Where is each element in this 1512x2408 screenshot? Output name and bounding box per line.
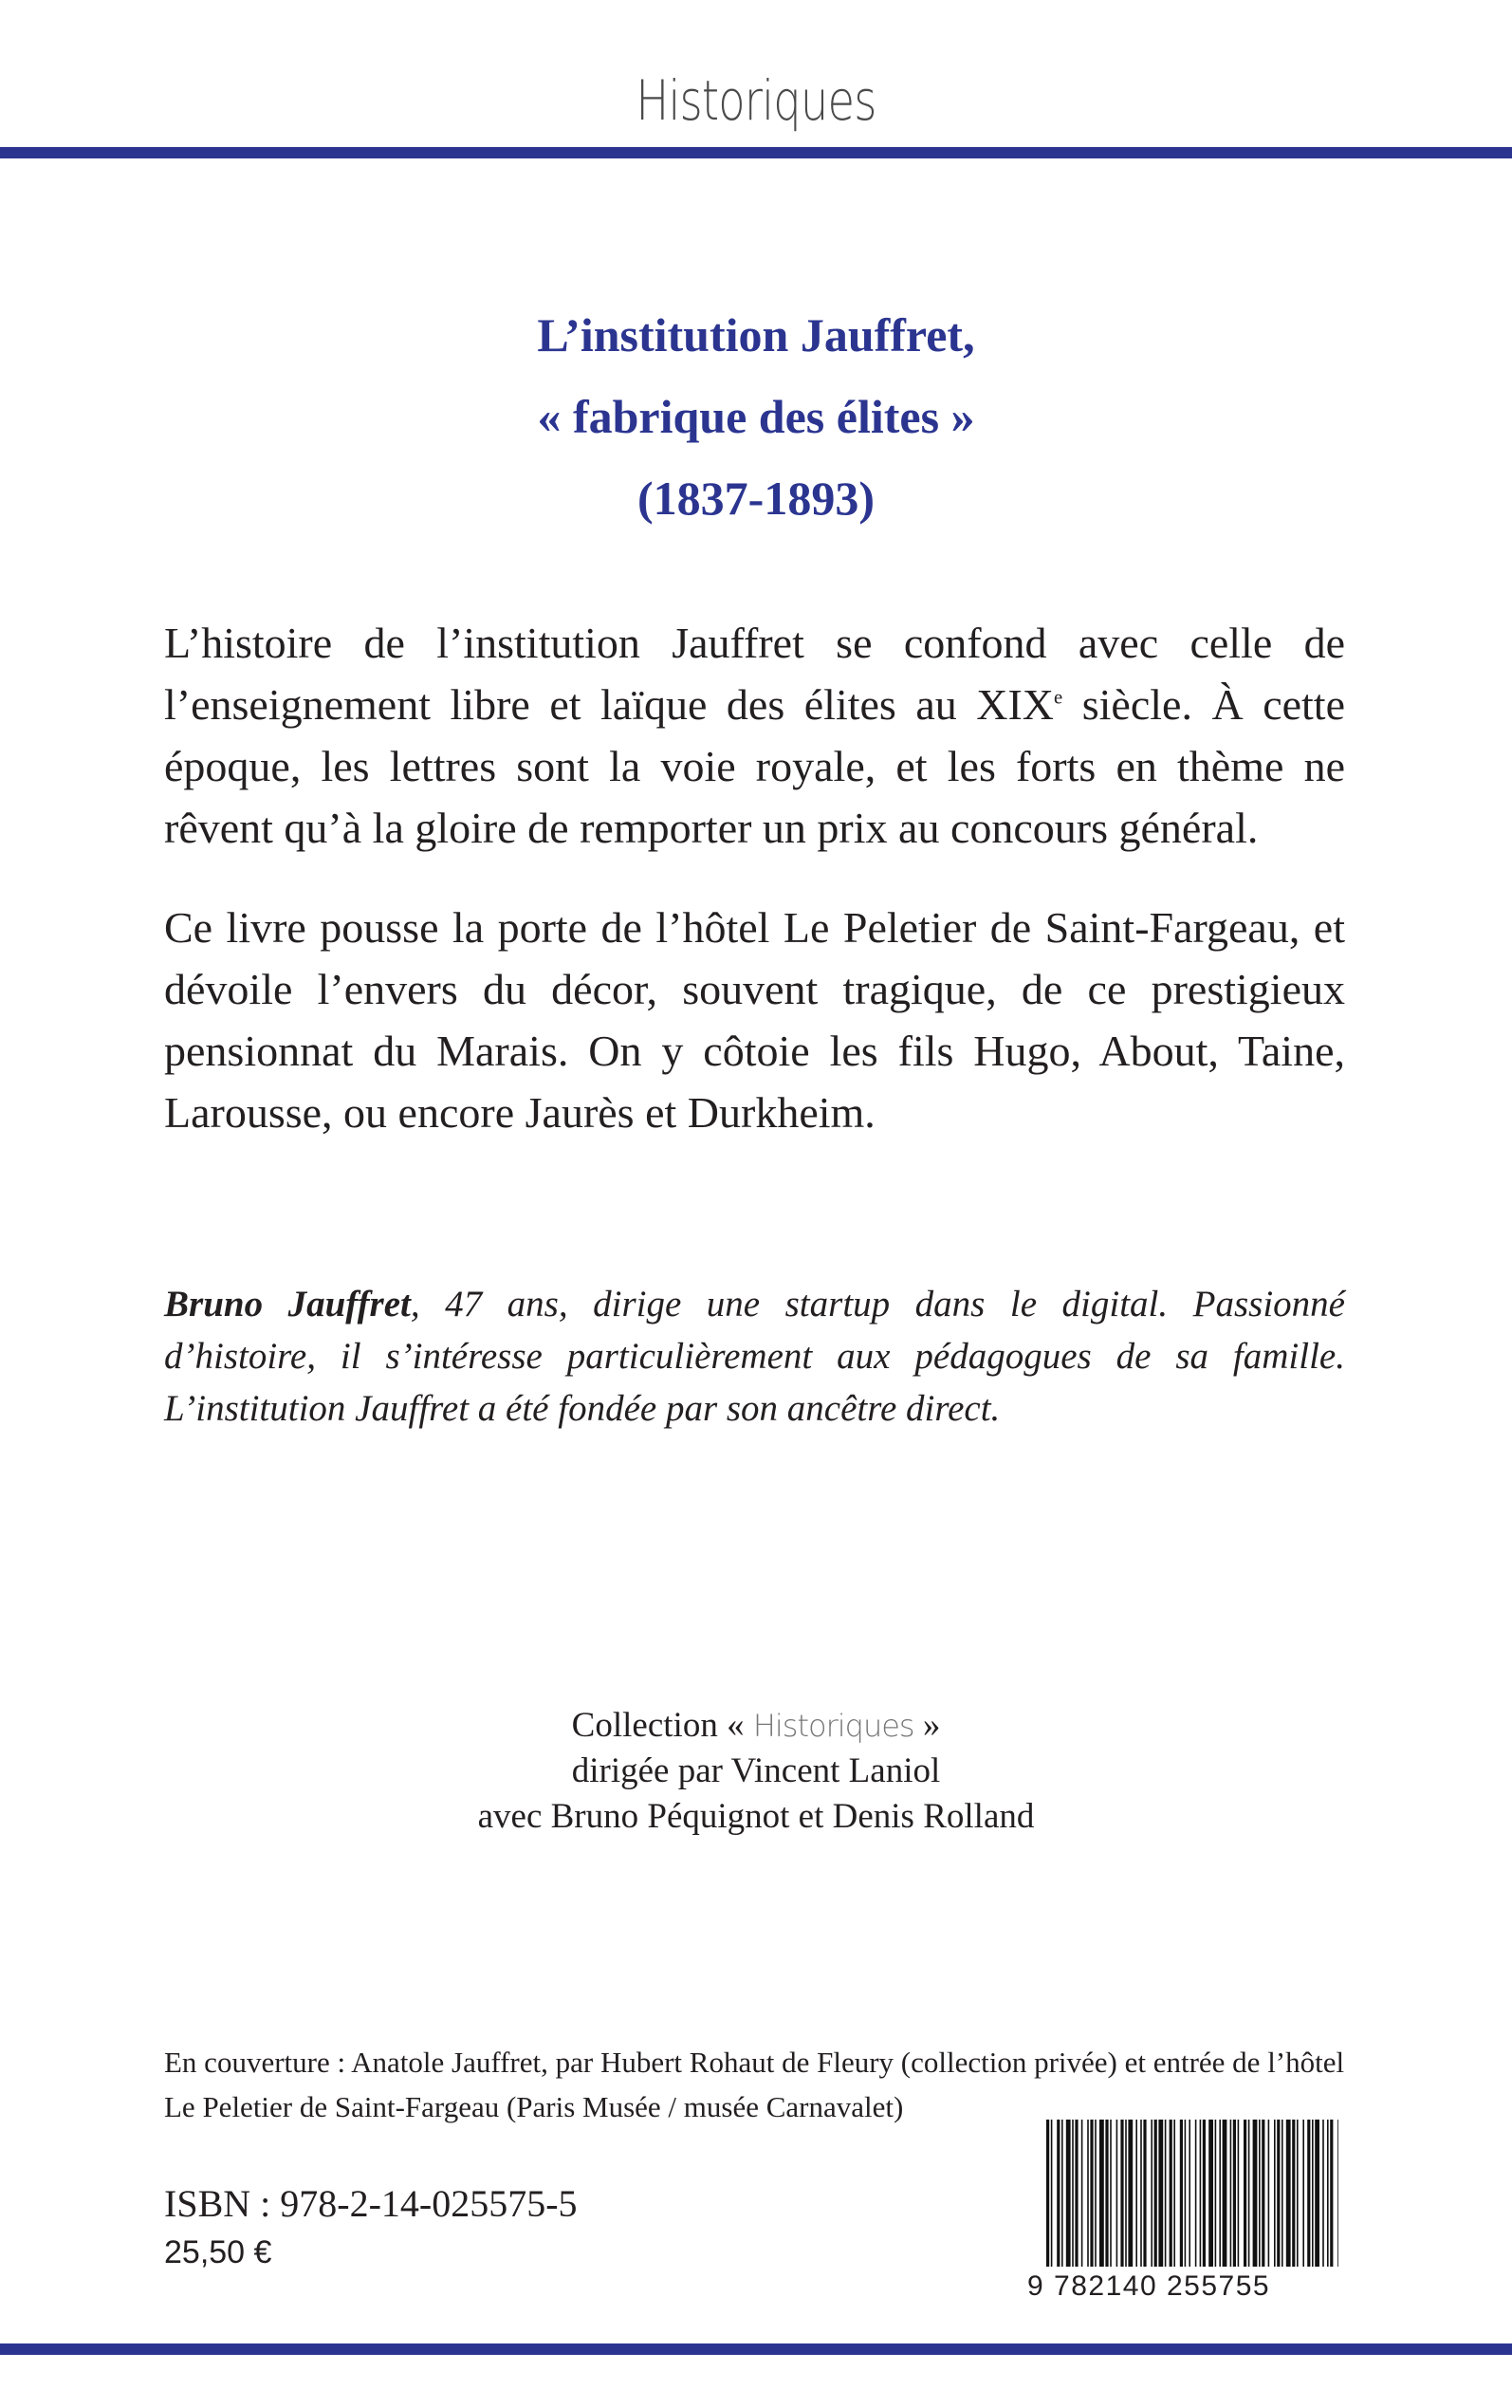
- barcode-bar: [1128, 2120, 1133, 2267]
- century-superscript: e: [1054, 687, 1063, 709]
- barcode-bar: [1061, 2120, 1063, 2267]
- title-line-2: « fabrique des élites »: [537, 390, 975, 443]
- barcode-bar: [1253, 2120, 1258, 2267]
- barcode-bar: [1105, 2120, 1108, 2267]
- cover-credits: En couverture : Anatole Jauffret, par Hubert Rohaut de Fleury (collection privée) et entrée de l’hôtel Le Peletier de Saint-Fargeau (Paris Musée / musée Carnavalet): [164, 2046, 1345, 2123]
- barcode-bar: [1057, 2120, 1060, 2267]
- barcode-bar: [1087, 2120, 1089, 2267]
- barcode-bar: [1230, 2120, 1232, 2267]
- barcode-bar: [1268, 2120, 1270, 2267]
- collection-suffix: »: [913, 1706, 941, 1745]
- barcode-bar: [1090, 2120, 1093, 2267]
- bottom-rule: [0, 2343, 1512, 2355]
- barcode-bar: [1208, 2120, 1213, 2267]
- barcode-bar: [1307, 2120, 1310, 2267]
- barcode-bar: [1170, 2120, 1172, 2267]
- barcode-bar: [1125, 2120, 1127, 2267]
- collection-line-1: [0, 1703, 1512, 1749]
- barcode-bar: [1140, 2120, 1142, 2267]
- barcode-bar: [1189, 2120, 1190, 2267]
- barcode-bar: [1158, 2120, 1163, 2267]
- barcode-bar: [1203, 2120, 1206, 2267]
- barcode-bar: [1297, 2120, 1299, 2267]
- collection-line-3: avec Bruno Péquignot et Denis Rolland: [477, 1797, 1035, 1836]
- barcode-bar: [1120, 2120, 1123, 2267]
- barcode-bar: [1286, 2120, 1291, 2267]
- barcode-bar: [1282, 2120, 1283, 2267]
- barcode-bar: [1274, 2120, 1276, 2267]
- price: 25,50 €: [164, 2234, 272, 2270]
- barcode-bar: [1072, 2120, 1074, 2267]
- barcode-bar: [1195, 2120, 1197, 2267]
- barcode-bar: [1110, 2120, 1112, 2267]
- barcode-bar: [1248, 2120, 1250, 2267]
- barcode-bar: [1244, 2120, 1246, 2267]
- collection-info: [0, 1703, 1512, 1840]
- collection-series-name: Historiques: [752, 1708, 914, 1744]
- barcode-bar: [1173, 2120, 1175, 2267]
- barcode-bar: [1277, 2120, 1280, 2267]
- barcode-bar: [1223, 2120, 1227, 2267]
- barcode-bar: [1151, 2120, 1152, 2267]
- barcode-bar: [1259, 2120, 1261, 2267]
- blurb-p1-text-cont: siècle. À cette époque, les lettres sont la voie royale, et les forts en thème ne rêvent qu’à la gloire de remporter un prix au concours général.: [164, 680, 1346, 852]
- barcode-bar: [1075, 2120, 1078, 2267]
- blurb-paragraph-1: [164, 612, 1345, 859]
- barcode-bar: [1046, 2120, 1049, 2267]
- blurb-paragraph-2: Ce livre pousse la porte de l’hôtel Le Peletier de Saint-Fargeau, et dévoile l’envers du décor, souvent tragique, de ce prestigieux pensionnat du Marais. On y côtoie les fils Hugo, About, Taine, Larousse, ou encore Jaurès et Durkheim.: [164, 903, 1345, 1137]
- barcode-bar: [1292, 2120, 1295, 2267]
- barcode-bar: [1330, 2120, 1333, 2267]
- barcode-bar: [1099, 2120, 1104, 2267]
- book-title: [0, 294, 1512, 539]
- barcode-bar: [1315, 2120, 1319, 2267]
- top-rule: [0, 147, 1512, 158]
- barcode-bar: [1185, 2120, 1187, 2267]
- series-logo: Historiques: [636, 68, 876, 133]
- barcode-bar: [1081, 2120, 1083, 2267]
- title-line-1: L’institution Jauffret,: [537, 308, 975, 361]
- barcode-bar: [1233, 2120, 1236, 2267]
- blurb-p1-text: L’histoire de l’institution Jauffret se confond avec celle de l’enseignement libre et laïque des élites au XIX: [164, 619, 1345, 729]
- barcode: [1046, 2120, 1338, 2267]
- barcode-bar: [1200, 2120, 1202, 2267]
- barcode-bar: [1302, 2120, 1304, 2267]
- barcode-digits: 9 782140 255755: [1027, 2270, 1271, 2302]
- barcode-bar: [1327, 2120, 1329, 2267]
- title-line-3: (1837-1893): [637, 472, 875, 525]
- collection-line-2: dirigée par Vincent Laniol: [571, 1751, 941, 1790]
- barcode-bar: [1215, 2120, 1217, 2267]
- barcode-bar: [1095, 2120, 1097, 2267]
- barcode-bar: [1262, 2120, 1264, 2267]
- barcode-bar: [1143, 2120, 1146, 2267]
- barcode-bar: [1312, 2120, 1314, 2267]
- isbn: ISBN : 978-2-14-025575-5: [164, 2182, 578, 2225]
- barcode-bar: [1337, 2120, 1338, 2267]
- author-name: Bruno Jauffret: [164, 1284, 411, 1324]
- barcode-bar: [1238, 2120, 1240, 2267]
- author-bio: [164, 1278, 1345, 1435]
- barcode-bar: [1219, 2120, 1221, 2267]
- barcode-bar: [1322, 2120, 1324, 2267]
- collection-prefix: Collection «: [571, 1706, 753, 1745]
- barcode-bar: [1116, 2120, 1118, 2267]
- barcode-bar: [1180, 2120, 1183, 2267]
- barcode-bar: [1165, 2120, 1167, 2267]
- barcode-bar: [1135, 2120, 1137, 2267]
- author-bio-text: , 47 ans, dirige une startup dans le digital. Passionné d’histoire, il s’intéresse particulièrement aux pédagogues de sa famille. L’institution Jauffret a été fondée par son ancêtre direct.: [164, 1284, 1345, 1429]
- barcode-bar: [1051, 2120, 1053, 2267]
- barcode-bar: [1154, 2120, 1157, 2267]
- barcode-bar: [1066, 2120, 1071, 2267]
